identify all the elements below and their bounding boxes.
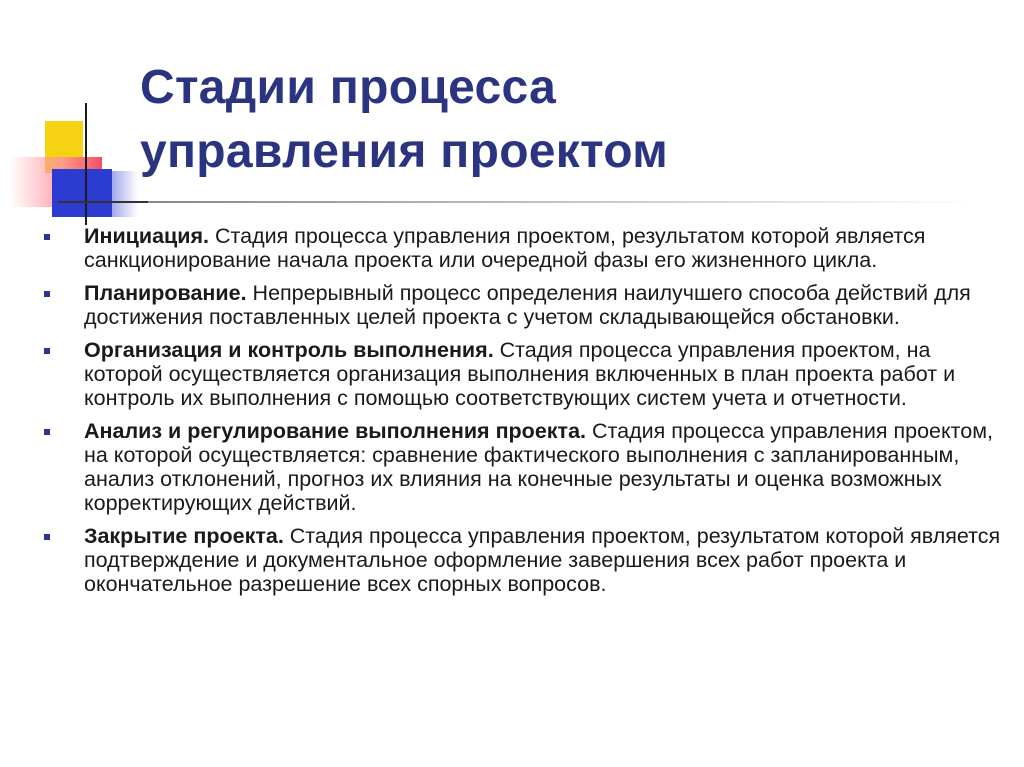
square-bullet-icon <box>44 348 50 354</box>
list-item-organization <box>40 338 1005 410</box>
list-item-text: Стадия процесса управления проектом, результатом которой является подтверждение и документальное оформление завершения всех работ проекта и окончательное разрешение всех спорных вопросов. <box>84 524 1001 596</box>
title-underline-rule <box>148 201 978 203</box>
list-item-term: Организация и контроль выполнения. <box>84 338 494 362</box>
slide-title-line-2: управления проектом <box>140 125 669 178</box>
square-bullet-icon <box>44 291 50 297</box>
list-item-text: Непрерывный процесс определения наилучшего способа действий для достижения поставленных целей проекта с учетом складывающейся обстановки. <box>84 281 971 329</box>
list-item-text: Стадия процесса управления проектом, на которой осуществляется организация выполнения включенных в план проекта работ и контроль их выполнения с помощью соответствующих систем учета и отчетности. <box>84 338 956 410</box>
slide-title-line-1: Стадии процесса <box>140 61 557 114</box>
decorative-blue-fade <box>94 171 138 217</box>
square-bullet-icon <box>44 234 50 240</box>
list-item-term: Анализ и регулирование выполнения проекта. <box>84 419 586 443</box>
list-item-term: Закрытие проекта. <box>84 524 284 548</box>
decorative-horizontal-line <box>58 201 148 203</box>
list-item-analysis <box>40 419 1005 515</box>
slide-title <box>140 56 990 184</box>
list-item-planning <box>40 281 1005 329</box>
list-item-term: Планирование. <box>84 281 247 305</box>
square-bullet-icon <box>44 534 50 540</box>
stages-list <box>40 224 1005 605</box>
list-item-initiation <box>40 224 1005 272</box>
decorative-vertical-line <box>85 103 87 225</box>
list-item-text: Стадия процесса управления проектом, на которой осуществляется: сравнение фактического выполнения с запланированным, анализ отклонений, прогноз их влияния на конечные результаты и оценка возможных корректирующих действий. <box>84 419 993 515</box>
list-item-closure <box>40 524 1005 596</box>
square-bullet-icon <box>44 429 50 435</box>
list-item-term: Инициация. <box>84 224 210 248</box>
list-item-text: Стадия процесса управления проектом, результатом которой является санкционирование начала проекта или очередной фазы его жизненного цикла. <box>84 224 926 272</box>
